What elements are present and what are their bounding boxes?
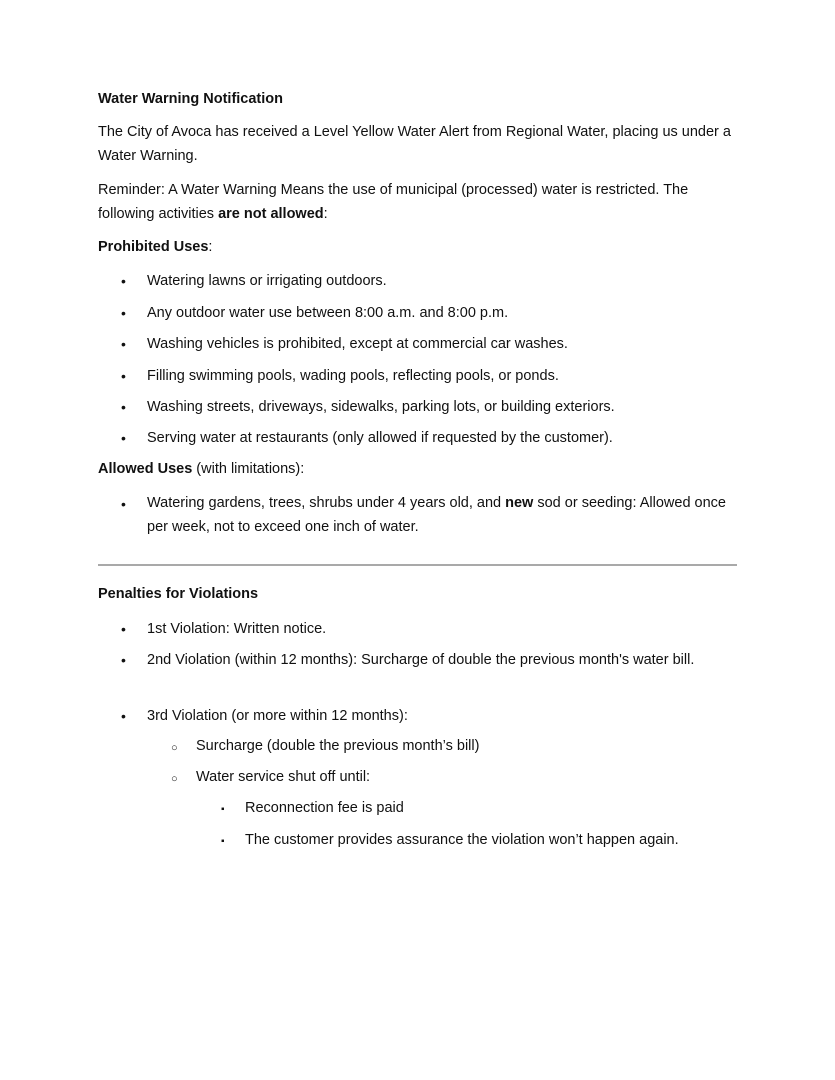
prohibited-heading-label: Prohibited Uses [98, 239, 209, 255]
bullet-disc: • [121, 430, 126, 446]
intro-paragraph: The City of Avoca has received a Level Yellow Water Alert from Regional Water, placing us under a Water Warning. [98, 124, 731, 164]
prohibited-heading [98, 237, 212, 257]
prohibited-item-text: Washing streets, driveways, sidewalks, parking lots, or building exteriors. [147, 399, 615, 415]
prohibited-item-text: Washing vehicles is prohibited, except at commercial car washes. [147, 336, 568, 352]
bullet-square: ▪ [221, 804, 225, 815]
bullet-disc: • [121, 708, 126, 724]
bullet-circle: ○ [171, 742, 178, 754]
bullet-disc: • [121, 336, 126, 352]
prohibited-item-text: Filling swimming pools, wading pools, reflecting pools, or ponds. [147, 368, 559, 384]
penalty-subitem-text: Water service shut off until: [196, 769, 371, 785]
horizontal-divider [98, 564, 737, 566]
allowed-heading [98, 459, 304, 479]
penalty-item-text: 3rd Violation (or more within 12 months): [147, 708, 408, 724]
reminder-colon: : [323, 206, 328, 222]
penalty-subsubitem-text: The customer provides assurance the violation won’t happen again. [245, 832, 679, 848]
penalty-subitem-text: Surcharge (double the previous month’s bill) [196, 738, 480, 754]
allowed-heading-suffix: (with limitations): [192, 461, 305, 477]
document-title: Water Warning Notification [98, 91, 284, 107]
bullet-disc: • [121, 652, 126, 668]
bullet-disc: • [121, 621, 126, 637]
allowed-item-text [147, 491, 742, 539]
prohibited-item-text: Any outdoor water use between 8:00 a.m. and 8:00 p.m. [147, 305, 509, 321]
allowed-item-before: Watering gardens, trees, shrubs under 4 years old, and [147, 495, 506, 511]
allowed-item-emphasis: new [505, 495, 534, 511]
penalty-item-text: 1st Violation: Written notice. [147, 621, 327, 637]
bullet-disc: • [121, 496, 126, 512]
allowed-item-after: sod or seeding: Allowed once per week, not to exceed one inch of water. [147, 495, 726, 535]
bullet-disc: • [121, 273, 126, 289]
penalties-heading: Penalties for Violations [98, 586, 259, 602]
prohibited-item-text: Watering lawns or irrigating outdoors. [147, 273, 387, 289]
reminder-emphasis: are not allowed [218, 206, 324, 222]
prohibited-item-text: Serving water at restaurants (only allowed if requested by the customer). [147, 430, 613, 446]
bullet-disc: • [121, 399, 126, 415]
reminder-text: Reminder: A Water Warning Means the use of municipal (processed) water is restricted. The following activities [98, 182, 689, 222]
reminder-paragraph [98, 178, 738, 226]
bullet-square: ▪ [221, 836, 225, 847]
penalty-item-text: 2nd Violation (within 12 months): Surcharge of double the previous month's water bill. [147, 652, 695, 668]
bullet-disc: • [121, 305, 126, 321]
penalty-subsubitem-text: Reconnection fee is paid [245, 800, 404, 816]
bullet-disc: • [121, 368, 126, 384]
bullet-circle: ○ [171, 773, 178, 785]
allowed-heading-label: Allowed Uses [98, 461, 193, 477]
prohibited-heading-suffix: : [208, 239, 213, 255]
